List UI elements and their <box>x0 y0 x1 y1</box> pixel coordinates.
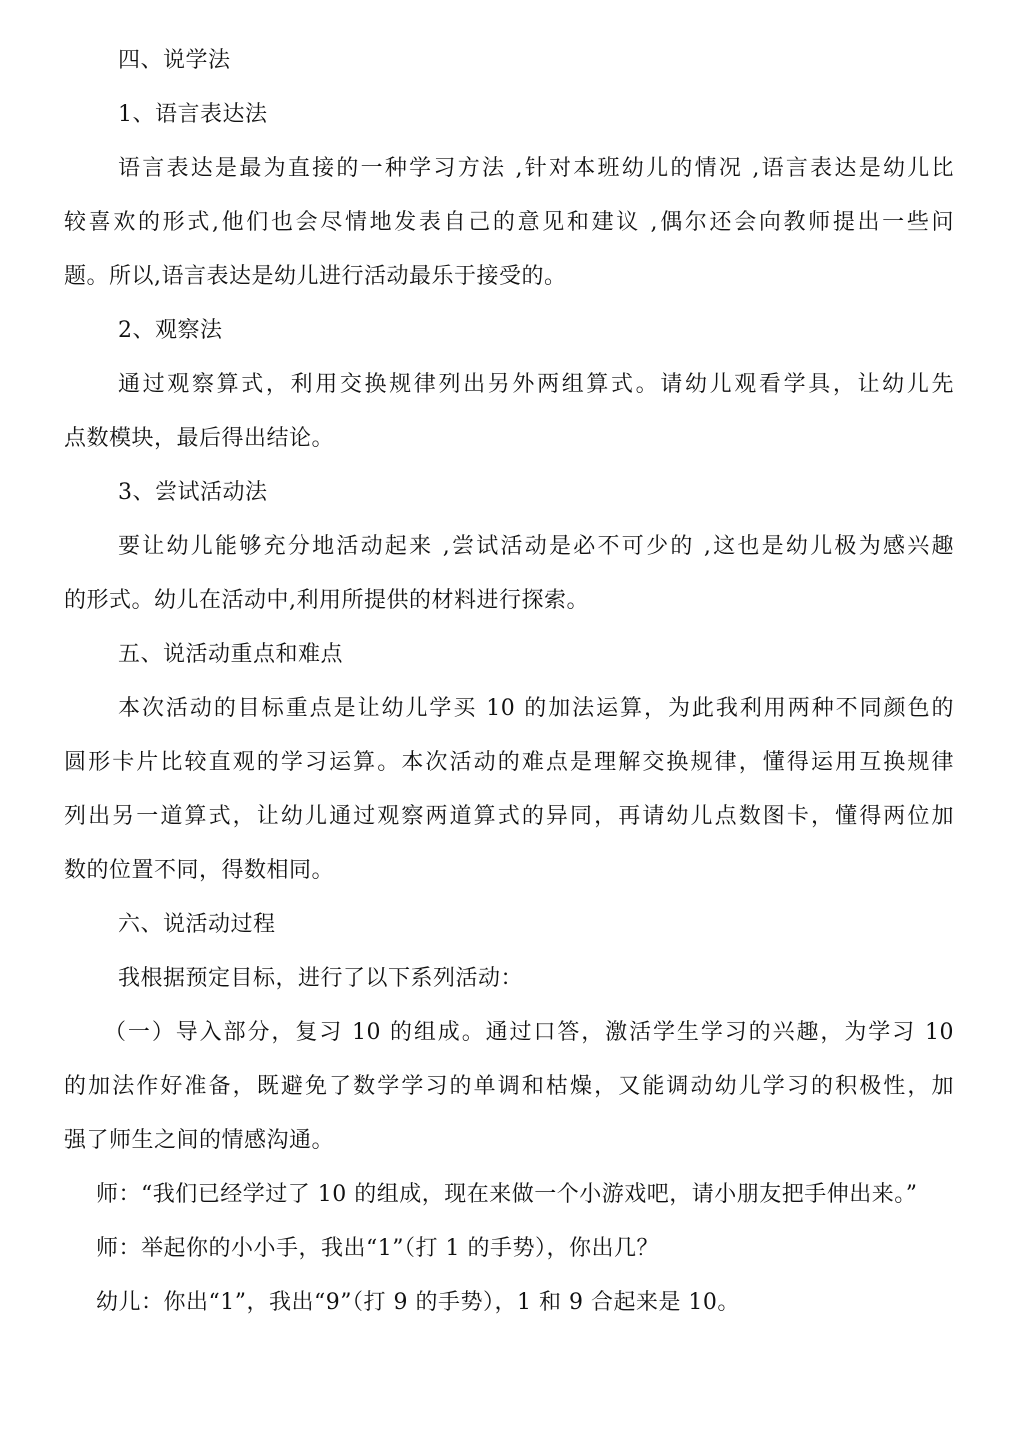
section-5-heading: 五、说活动重点和难点 <box>118 642 344 667</box>
dialog-line: 师：举起你的小小手，我出“1”（打 1 的手势），你出几？ <box>96 1236 659 1261</box>
paragraph-line: 圆形卡片比较直观的学习运算。本次活动的难点是理解交换规律，懂得运用互换规律 <box>64 750 954 775</box>
subsection-4-1-heading: 1、语言表达法 <box>118 102 268 127</box>
paragraph-line: 较喜欢的形式,他们也会尽情地发表自己的意见和建议 ,偶尔还会向教师提出一些问 <box>64 210 954 235</box>
paragraph-line: 点数模块，最后得出结论。 <box>64 426 335 451</box>
paragraph-line: 题。所以,语言表达是幼儿进行活动最乐于接受的。 <box>64 264 567 289</box>
dialog-line: 幼儿：你出“1”，我出“9”（打 9 的手势），1 和 9 合起来是 10。 <box>96 1290 740 1315</box>
paragraph-line: 通过观察算式，利用交换规律列出另外两组算式。请幼儿观看学具，让幼儿先 <box>118 372 954 397</box>
subsection-4-3-heading: 3、尝试活动法 <box>118 480 268 505</box>
paragraph-line: 的形式。幼儿在活动中,利用所提供的材料进行探索。 <box>64 588 589 613</box>
paragraph-line: 本次活动的目标重点是让幼儿学买 10 的加法运算，为此我利用两种不同颜色的 <box>118 696 954 721</box>
paragraph-line: 数的位置不同，得数相同。 <box>64 858 335 883</box>
dialog-line: 师：“我们已经学过了 10 的组成，现在来做一个小游戏吧，请小朋友把手伸出来。” <box>96 1182 918 1207</box>
paragraph-line: 的加法作好准备，既避免了数学学习的单调和枯燥，又能调动幼儿学习的积极性，加 <box>64 1074 954 1099</box>
paragraph-line: 要让幼儿能够充分地活动起来 ,尝试活动是必不可少的 ,这也是幼儿极为感兴趣 <box>118 534 954 559</box>
paragraph-line: 列出另一道算式，让幼儿通过观察两道算式的异同，再请幼儿点数图卡，懂得两位加 <box>64 804 954 829</box>
paragraph-line: 语言表达是最为直接的一种学习方法 ,针对本班幼儿的情况 ,语言表达是幼儿比 <box>118 156 954 181</box>
paragraph-line: 我根据预定目标，进行了以下系列活动： <box>118 966 524 991</box>
section-6-heading: 六、说活动过程 <box>118 912 276 937</box>
paragraph-line: 强了师生之间的情感沟通。 <box>64 1128 335 1153</box>
subsection-4-2-heading: 2、观察法 <box>118 318 223 343</box>
section-4-heading: 四、说学法 <box>118 48 231 73</box>
paragraph-line: （一）导入部分，复习 10 的组成。通过口答，激活学生学习的兴趣，为学习 10 <box>104 1020 954 1045</box>
